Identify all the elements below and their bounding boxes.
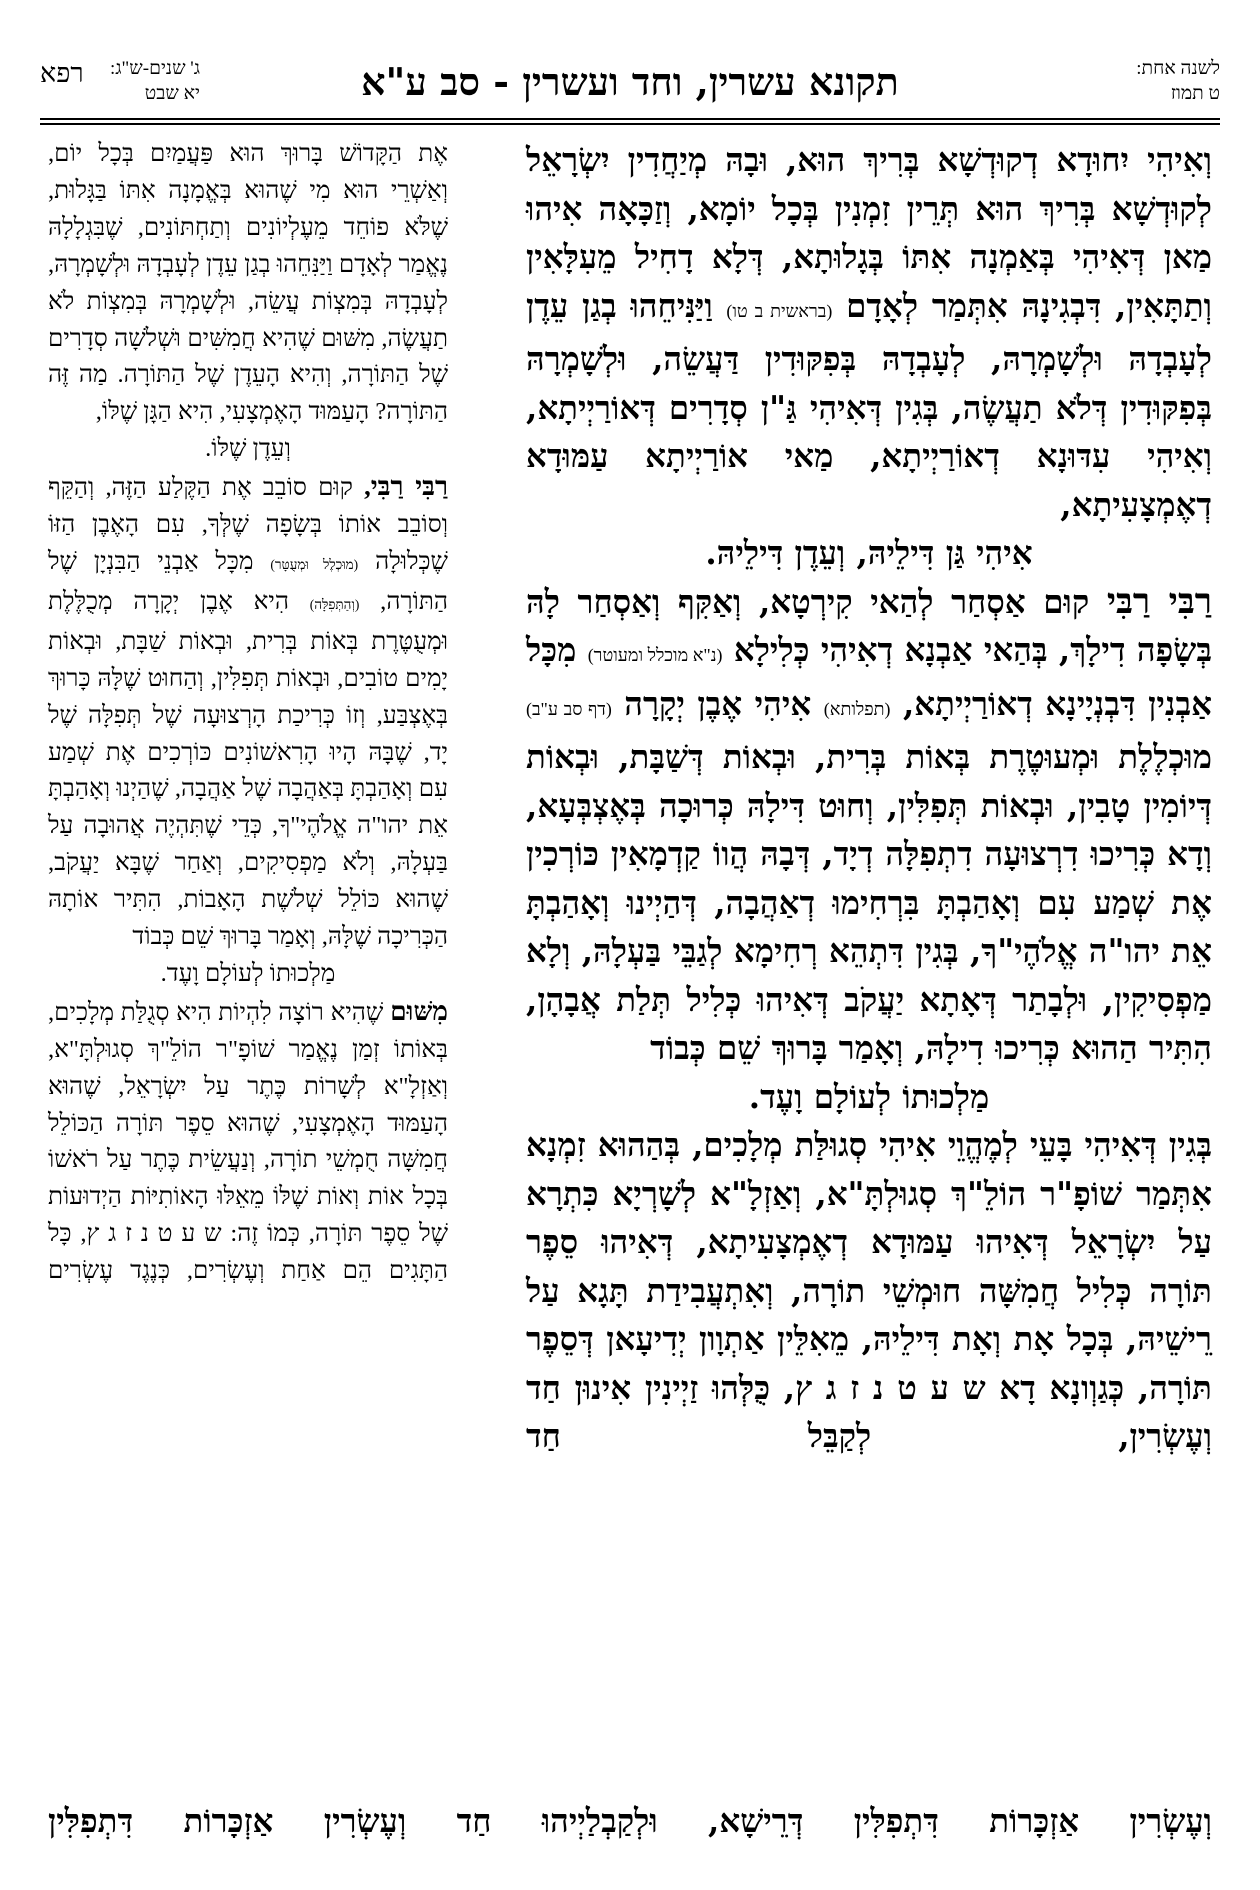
text-segment: בְּגִין דְּאִיהִי בָּעֵי לְמֶהֱוֵי אִיהִי סְגוּלַּת מְלָכִים, בְּהַהוּא זִמְנָא אִתְּמַר שׁוֹפָ"ר הוֹלֵ"ךְ סְגוּלְתָּ"א, וְאַזְלָ"א לְשָׁרְיָא כִּתְרָא עַל יִשְׂרָאֵל דְּאִיהוּ עַמּוּדָא דְאֶמְצָעִיתָא, דְּאִיהוּ סֵפֶר תּוֹרָה כְּלִיל חֲמִשָּׁה חוּמְשֵׁי תוֹרָה, וְאִתְעֲבִידַת תָּגָא עַל רֵישֵׁיהּ, בְּכָל אָת וְאָת דִּילֵיהּ, מֵאִלֵּין אַתְוָון יְדִיעָאן דְּסֵפֶר תּוֹרָה, כְּגַוְונָא דָא ש ע ט נ ז ג ץ, כֻּלְּהוּ זַיְינִין אִינוּן חַד וְעֶשְׂרִין, לְקַבֵּל חַד: [526, 1125, 1212, 1455]
header-rule: [40, 118, 1220, 120]
text-segment: שֶׁהִיא רוֹצָה לִהְיוֹת הִיא סְגֻלַּת מְלָכִים, בְּאוֹתוֹ זְמַן נֶאֱמַר שׁוֹפָ"ר הוֹלֵ"ךְ סְגוּלְתָּ"א, וְאַזְלָ"א לְשָׁרוֹת כֶּתֶר עַל יִשְׂרָאֵל, שֶׁהוּא הָעַמּוּד הָאֶמְצָעִי, שֶׁהוּא סֵפֶר תּוֹרָה הַכּוֹלֵל חֲמִשָּׁה חֻמְשֵׁי תוֹרָה, וְנַעֲשֵׂית כֶּתֶר עַל רֹאשׁוֹ בְּכָל אוֹת וְאוֹת שֶׁלּוֹ מֵאֵלּוּ הָאוֹתִיּוֹת הַיְדוּעוֹת שֶׁל סֵפֶר תּוֹרָה, כְּמוֹ זֶה: ש ע ט נ ז ג ץ, כָּל הַתָּגִים הֵם אַחַת וְעֶשְׂרִים, כְּנֶגֶד עֶשְׂרִים: [48, 998, 448, 1285]
centered-line: וְעֵדֶן שֶׁלּוֹ.: [205, 435, 291, 463]
schedule-three-years-date: יא שבט: [144, 83, 200, 104]
text-segment: קוּם סוֹבֵב אֶת הַקֶּלַע הַזֶּה, וְהַקֵּף וְסוֹבֵב אוֹתוֹ בְּשָׂפָה שֶׁלְּךָ, עִם הָאֶבֶן הַזּוֹ שֶׁכְּלוּלָה: [48, 474, 448, 575]
centered-line: מַלְכוּתוֹ לְעוֹלָם וָעֶד.: [160, 959, 336, 987]
source-reference: (תפלותא): [823, 698, 891, 719]
hebrew-translation-column: [48, 136, 448, 1816]
text-segment: מִכָּל אַבְנִין דִּבְנְיָינָא דְאוֹרַיְיתָא,: [526, 630, 1213, 723]
schedule-three-years-label: ג' שנים-ש"ג:: [110, 58, 200, 79]
text-segment: הִיא אֶבֶן יְקָרָה מְכֻלֶּלֶת וּמְעֻטֶּרֶת בְּאוֹת בְּרִית, וּבְאוֹת שַׁבָּת, וּבְאוֹת יָמִים טוֹבִים, וּבְאוֹת תְּפִלִּין, וְהַחוּט שֶׁלָּהּ כָּרוּךְ בְּאֶצְבַּע, וְזוֹ כְּרִיכַת הָרְצוּעָה שֶׁל תְּפִלָּה שֶׁל יָד, שֶׁבָּהּ הָיוּ הָרִאשׁוֹנִים כּוֹרְכִים אֶת שְׁמַע עִם וְאָהַבְתָּ בְּאַהֲבָה שֶׁל אַהֲבָה, שֶׁהַיְנוּ וְאָהַבְתָּ אֵת יהו"ה אֱלֹהֶי"ךָ, כְּדֵי שֶׁתִּהְיֶה אֲהוּבָה עַל בַּעְלָהּ, וְלֹא מַפְסִיקִים, וְאַחַר שֶׁבָּא יַעֲקֹב, שֶׁהוּא כּוֹלֵל שְׁלֹשֶׁת הָאָבוֹת, הִתִּיר אוֹתָהּ הַכְּרִיכָה שֶׁלָּהּ, וְאָמַר בָּרוּךְ שֵׁם כְּבוֹד: [48, 587, 448, 951]
centered-line: מַלְכוּתוֹ לְעוֹלָם וָעֶד.: [748, 1076, 990, 1116]
bottom-full-width-line: וְעֶשְׂרִין אַזְכָּרוֹת דִּתְפִלִּין דְּרֵישָׁא, וּלְקַבְלַיְיהוּ חַד וְעֶשְׂרִין אַזְכָּרוֹת דִּתְפִלִּין: [48, 1801, 1212, 1840]
schedule-three-years: [110, 56, 200, 106]
source-reference: (דף סב ע"ב): [526, 698, 612, 719]
paragraph-opener: רַבִּי רַבִּי: [1106, 580, 1212, 622]
text-segment: אִיהִי אֶבֶן יְקָרָה: [624, 683, 812, 723]
schedule-one-year-date: ט תמוז: [1170, 83, 1220, 104]
text-segment: וַיַּנִּיחֵהוּ בְגַן עֵדֶן לְעָבְדָהּ וּלְשָׁמְרָהּ, לְעָבְדָהּ בְּפִקּוּדִין דַּעֲשֵׂה, וּלְשָׁמְרָהּ בְּפִקּוּדִין דְּלֹא תַעֲשֶׂה, בְּגִין דְּאִיהִי גַּ"ן סְדָרִים דְּאוֹרַיְיתָא, וְאִיהִי עִדּוּנָא דְאוֹרַיְיתָא, מַאי אוֹרַיְיתָא עַמּוּדָא דְאֶמְצָעִיתָא,: [526, 285, 1212, 524]
centered-line: אִיהִי גַּן דִּילֵיהּ, וְעֵדֶן דִּילֵיהּ.: [705, 533, 1033, 572]
header-rule: [40, 123, 1220, 125]
text-segment: וְאִיהִי יִחוּדָא דְקוּדְשָׁא בְּרִיךְ הוּא, וּבָהּ מְיַחֲדִין יִשְׂרָאֵל לְקוּדְשָׁא בְּרִיךְ הוּא תְּרֵין זִמְנִין בְּכָל יוֹמָא, וְזַכָּאָה אִיהוּ מַאן דְּאִיהִי בְּאַמְנָה אִתּוֹ בְּגָלוּתָא, דְּלָא דָחִיל מֵעִלָּאִין וְתַתָּאִין, דִּבְגִינָהּ אִתְּמַר לְאָדָם: [526, 140, 1212, 325]
page-title: תקונא עשרין, וחד ועשרין - סב ע"א: [361, 59, 899, 104]
text-segment: מוּכְלֶלֶת וּמְעוּטֶרֶת בְּאוֹת בְּרִית, וּבְאוֹת דְּשַׁבָּת, וּבְאוֹת דְּיוֹמִין טָבִין, וּבְאוֹת תְּפִלִּין, וְחוּט דִּילָהּ כְּרוּכָה בְּאֶצְבְּעָא, וְדָא כְּרִיכוּ דִרְצוּעָה דִתְפִלָּה דְיָד, דְּבָהּ הֲווֹ קַדְמָאִין כּוֹרְכִין אֶת שְׁמַע עִם וְאָהַבְתָּ בִּרְחִימוּ דְאַהֲבָה, דְּהַיְינוּ וְאָהַבְתָּ אֵת יהו"ה אֱלֹהֶי"ךָ, בְּגִין דִּתְהֵא רְחִימָא לְגַבֵּי בַּעְלָהּ, וְלָא מַפְסִיקִין, וּלְבָתַר דְּאָתָא יַעֲקֹב דְּאִיהוּ כְּלִיל תְּלַת אֲבָהָן, הִתִּיר הַהוּא כְּרִיכוּ דִילָהּ, וְאָמַר בָּרוּךְ שֵׁם כְּבוֹד: [526, 737, 1212, 1067]
text-segment: מִכָּל אַבְנֵי הַבִּנְיָן שֶׁל הַתּוֹרָה,: [48, 547, 448, 615]
aramaic-main-column: [526, 136, 1212, 1766]
text-segment: אֶת הַקָּדוֹשׁ בָּרוּךְ הוּא פַּעֲמַיִם בְּכָל יוֹם, וְאַשְׁרֵי הוּא מִי שֶׁהוּא בְּאֱמָנָה אִתּוֹ בַּגָּלוּת, שֶׁלֹּא פוֹחֵד מֵעֶלְיוֹנִים וְתַחְתּוֹנִים, שֶׁבִּגְלָלָהּ נֶאֱמַר לְאָדָם וַיַּנִּחֵהוּ בְגַן עֵדֶן לְעָבְדָהּ וּלְשָׁמְרָהּ, לְעָבְדָהּ בְּמִצְוֹת עֲשֵׂה, וּלְשָׁמְרָהּ בְּמִצְוֹת לֹא תַעֲשֶׂה, מִשּׁוּם שֶׁהִיא חֲמִשִּׁים וּשְׁלֹשָׁה סְדָרִים שֶׁל הַתּוֹרָה, וְהִיא הָעֵדֶן שֶׁל הַתּוֹרָה. מַה זֶּה הַתּוֹרָה? הָעַמּוּד הָאֶמְצָעִי, הִיא הַגָּן שֶׁלּוֹ,: [48, 140, 448, 426]
source-reference: (וְהַתְּפִלָּה): [309, 596, 360, 612]
source-reference: (מוּכְלֶל וּמְעֻטָּר): [270, 556, 359, 572]
paragraph-opener: רַבִּי רַבִּי,: [364, 471, 448, 502]
source-reference: (בראשית ב טו): [726, 300, 833, 321]
paragraph-opener: מִשּׁוּם: [390, 995, 448, 1026]
text-segment: קוּם אַסְחַר לְהַאי קִירְטָא, וְאַקִּף וְאַסְחַר לָהּ בְּשָׂפָה דִילָךְ, בְּהַאי אַבְנָא דְאִיהִי כְּלִילָא: [526, 581, 1212, 669]
source-reference: (נ"א מוכלל ומעוטר): [587, 645, 723, 665]
page-header: [40, 50, 1220, 120]
schedule-one-year-label: לשנה אחת:: [1136, 58, 1220, 79]
page-number: רפא: [40, 58, 84, 88]
